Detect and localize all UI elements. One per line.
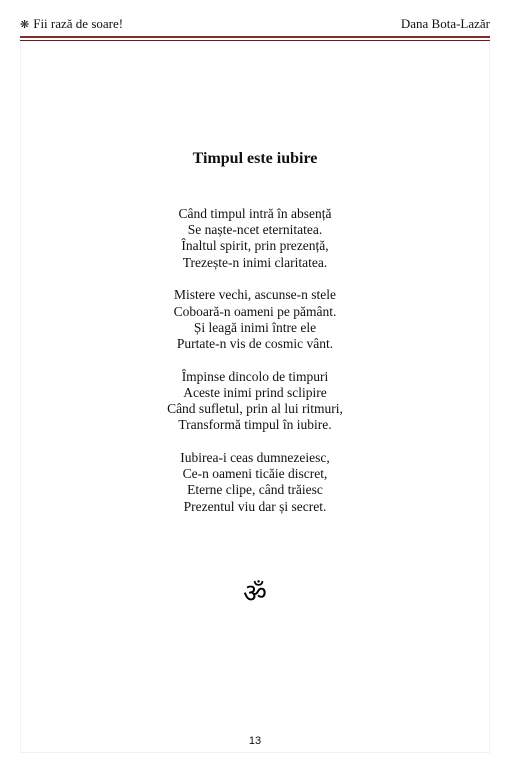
page-number: 13 [248, 735, 262, 747]
om-symbol-icon: ॐ [243, 579, 267, 609]
poem-line: Când timpul intră în absență [178, 206, 332, 221]
stanza-1 [0, 206, 510, 271]
poem-line: Aceste inimi prind sclipire [183, 384, 327, 400]
stanza-2 [0, 287, 510, 352]
poem-line: Transformă timpul în iubire. [178, 417, 332, 433]
poem-line: Mistere vechi, ascunse-n stele [174, 287, 336, 303]
poem-title: Timpul este iubire [192, 150, 318, 167]
poem-line: Înaltul spirit, prin prezență, [181, 238, 329, 254]
header-book-title [20, 16, 123, 32]
header-author: Dana Bota-Lazăr [400, 16, 490, 31]
header-rule-thick [20, 36, 490, 38]
poem-line: Eterne clipe, când trăiesc [187, 482, 323, 498]
header-rule-thin [20, 40, 490, 41]
flower-star-icon: ❋ [20, 19, 30, 31]
poem-line: Ce-n oameni ticăie discret, [182, 466, 328, 482]
header-book-title-text: Fii rază de soare! [33, 16, 124, 31]
poem-line: Purtate-n vis de cosmic vânt. [176, 335, 334, 351]
poem-line: Se naște-ncet eternitatea. [187, 222, 323, 238]
poem-line: Împinse dincolo de timpuri [181, 368, 329, 384]
poem-line: Când sufletul, prin al lui ritmuri, [167, 401, 343, 417]
page-header [20, 14, 490, 34]
poem-line: Prezentul viu dar și secret. [183, 498, 327, 514]
stanza-3 [0, 369, 510, 434]
poem-line: Iubirea-i ceas dumnezeiesc, [180, 449, 330, 465]
poem-line: Coboară-n oameni pe pământ. [173, 303, 337, 319]
stanza-4 [0, 450, 510, 515]
poem-line: Trezește-n inimi claritatea. [182, 254, 328, 270]
poem-line: Și leagă inimi între ele [193, 319, 317, 335]
poem-body [0, 206, 510, 531]
